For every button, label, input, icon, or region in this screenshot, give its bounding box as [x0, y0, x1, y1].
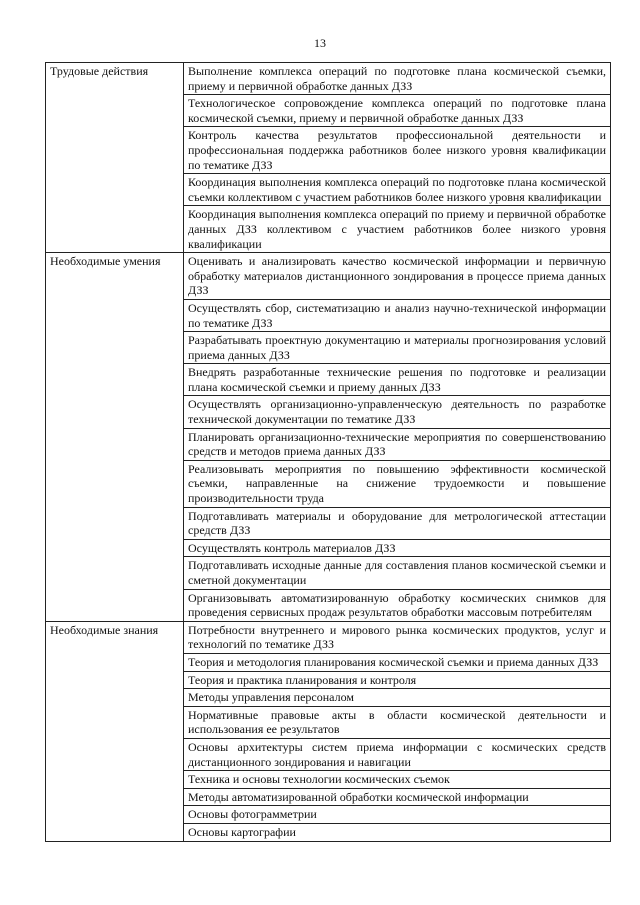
requirement-item: Теория и методология планирования космической съемки и приема данных ДЗЗ — [184, 653, 611, 671]
table-row — [46, 63, 611, 95]
requirement-item: Координация выполнения комплекса операций по подготовке плана космической съемки коллективом с участием работников более низкого уровня квалификации — [184, 174, 611, 206]
requirement-item: Технологическое сопровождение комплекса операций по подготовке плана космической съемки, приему и первичной обработке данных ДЗЗ — [184, 95, 611, 127]
requirement-item: Подготавливать материалы и оборудование для метрологической аттестации средств ДЗЗ — [184, 507, 611, 539]
table-body — [46, 63, 611, 842]
table-row — [46, 253, 611, 300]
requirement-item: Осуществлять контроль материалов ДЗЗ — [184, 539, 611, 557]
section-label: Трудовые действия — [46, 63, 184, 253]
requirement-item: Разрабатывать проектную документацию и материалы прогнозирования условий приема данных ДЗЗ — [184, 332, 611, 364]
requirement-item: Основы картографии — [184, 823, 611, 841]
requirement-item: Техника и основы технологии космических съемок — [184, 771, 611, 789]
requirement-item: Методы автоматизированной обработки космической информации — [184, 788, 611, 806]
requirement-item: Организовывать автоматизированную обработку космических снимков для проведения сервисных продаж результатов обработки массовым потребителям — [184, 589, 611, 621]
page-number: 13 — [314, 36, 326, 50]
requirement-item: Теория и практика планирования и контроля — [184, 671, 611, 689]
requirement-item: Основы фотограмметрии — [184, 806, 611, 824]
requirement-item: Потребности внутреннего и мирового рынка космических продуктов, услуг и технологий по тематике ДЗЗ — [184, 621, 611, 653]
requirement-item: Планировать организационно-технические мероприятия по совершенствованию средств и методов приема данных ДЗЗ — [184, 428, 611, 460]
section-label: Необходимые знания — [46, 621, 184, 841]
qualification-requirements-table — [45, 62, 611, 842]
requirement-item: Выполнение комплекса операций по подготовке плана космической съемки, приему и первичной обработке данных ДЗЗ — [184, 63, 611, 95]
requirement-item: Осуществлять сбор, систематизацию и анализ научно-технической информации по тематике ДЗЗ — [184, 299, 611, 331]
requirement-item: Оценивать и анализировать качество космической информации и первичную обработку материалов дистанционного зондирования в процессе приема данных ДЗЗ — [184, 253, 611, 300]
requirement-item: Методы управления персоналом — [184, 689, 611, 707]
section-label: Необходимые умения — [46, 253, 184, 622]
requirement-item: Основы архитектуры систем приема информации с космических средств дистанционного зондирования и навигации — [184, 738, 611, 770]
requirement-item: Подготавливать исходные данные для составления планов космической съемки и сметной документации — [184, 557, 611, 589]
requirement-item: Нормативные правовые акты в области космической деятельности и использования ее результатов — [184, 706, 611, 738]
requirement-item: Внедрять разработанные технические решения по подготовке и реализации плана космической съемки и приему данных ДЗЗ — [184, 364, 611, 396]
table-row — [46, 621, 611, 653]
requirement-item: Реализовывать мероприятия по повышению эффективности космической съемки, направленные на снижение трудоемкости и повышение производительности труда — [184, 460, 611, 507]
requirement-item: Контроль качества результатов профессиональной деятельности и профессиональная поддержка работников более низкого уровня квалификации по тематике ДЗЗ — [184, 127, 611, 174]
requirement-item: Координация выполнения комплекса операций по приему и первичной обработке данных ДЗЗ коллективом с участием работников более низкого уровня квалификации — [184, 206, 611, 253]
requirement-item: Осуществлять организационно-управленческую деятельность по разработке технической документации по тематике ДЗЗ — [184, 396, 611, 428]
